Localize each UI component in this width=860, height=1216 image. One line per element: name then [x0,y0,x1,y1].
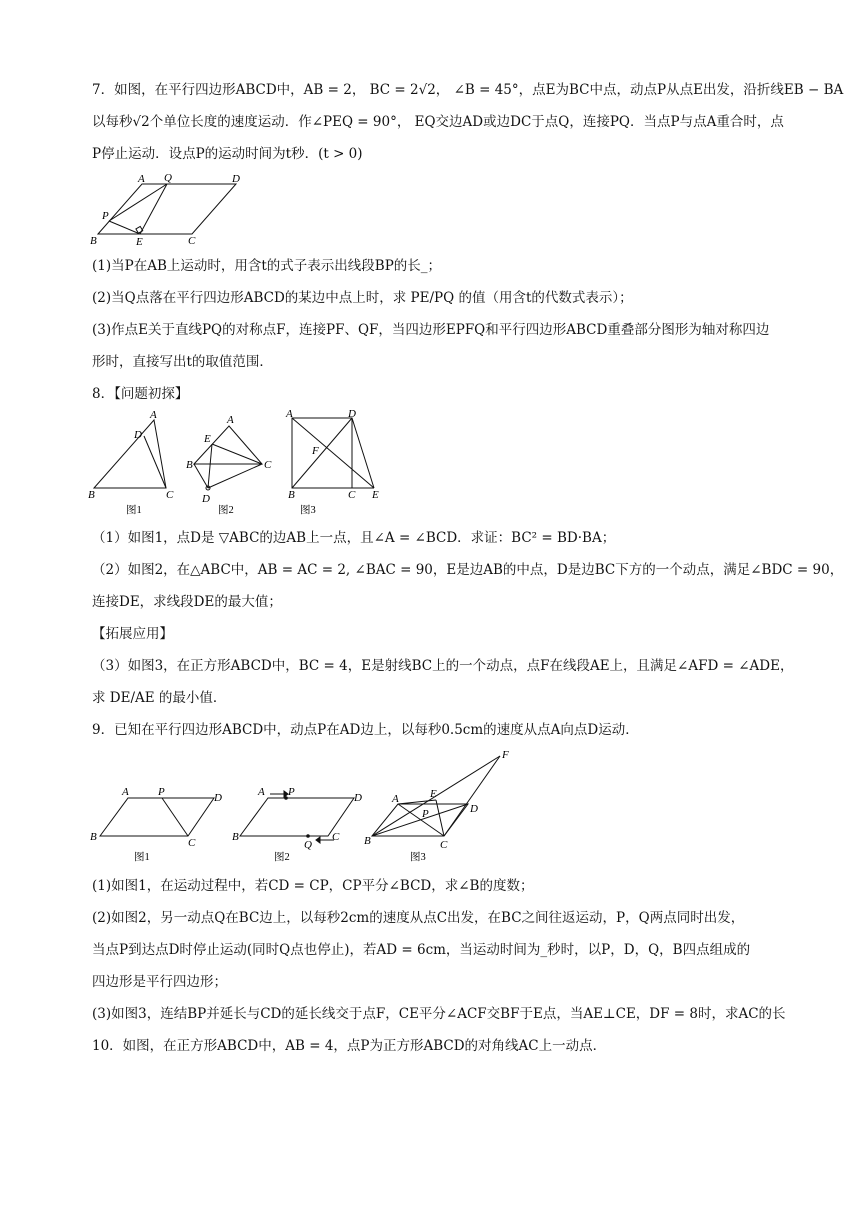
svg-text:B: B [90,235,97,247]
triangle-abc-fig2 [194,426,262,464]
svg-text:F: F [312,445,319,457]
q9-fig3-caption: 图3 [410,852,426,863]
arrow-q-head [316,837,320,843]
segment-pq [109,184,167,221]
svg-text:B: B [90,831,97,843]
segment-ae-fig3 [398,800,436,804]
point-q-fig2 [306,834,310,838]
segment-de-fig2 [208,444,212,488]
parallelogram-fig1 [100,798,214,836]
svg-text:Q: Q [304,839,312,851]
svg-text:A: A [286,408,293,420]
q7-line-2: 以每秒√2个单位长度的速度运动．作∠PEQ = 90°， EQ交边AD或边DC于点Q，连接PQ．当点P与点A重合时，点 [92,114,784,130]
q9-sub-2c: 四边形是平行四边形； [92,974,227,990]
q8-part-3b: 求 DE/AE 的最小值． [92,690,227,706]
svg-text:C: C [332,831,340,843]
q8-part-2a: （2）如图2，在△ABC中，AB = AC = 2, ∠BAC = 90，E是边AB的中点，D是边BC下方的一个动点，满足∠BDC = 90， [92,562,844,578]
segment-ae-fig3 [292,418,374,488]
svg-text:E: E [204,433,211,445]
svg-text:D: D [202,493,210,505]
q9-figures [88,748,528,864]
svg-text:A: A [122,786,129,798]
svg-text:A: A [392,793,399,805]
segment-cf-fig3 [444,756,500,836]
q8-title: 8．【问题初探】 [92,386,189,402]
segment-eq [140,184,167,234]
q7-sub-2: (2)当Q点落在平行四边形ABCD的某边中点上时，求 PE/PQ 的值（用含t的代数式表示）； [92,290,633,306]
svg-text:P: P [422,808,429,820]
svg-text:A: A [227,414,234,426]
svg-text:C: C [348,489,356,501]
parallelogram-abcd [98,184,236,234]
q7-sub-3b: 形时，直接写出t的取值范围． [92,354,273,370]
q8-extension: 【拓展应用】 [92,626,173,642]
q7-sub-1: (1)当P在AB上运动时，用含t的式子表示出线段BP的长_； [92,258,442,274]
q7-figure [88,170,258,250]
q7-sub-3a: (3)作点E关于直线PQ的对称点F，连接PF、QF，当四边形EPFQ和平行四边形ABCD重叠部分图形为轴对称四边 [92,322,770,338]
segment-bd-fig3 [292,418,352,488]
svg-text:D: D [214,792,222,804]
q9-sub-1: (1)如图1，在运动过程中，若CD = CP，CP平分∠BCD，求∠B的度数； [92,878,534,894]
q8-figures [86,406,396,518]
segment-cp-fig1 [162,798,188,836]
q7-line-3: P停止运动．设点P的运动时间为t秒．(t > 0) [92,146,363,162]
svg-text:F: F [502,749,509,761]
svg-text:E: E [372,489,379,501]
svg-text:C: C [188,837,196,849]
fig2-caption: 图2 [218,505,234,516]
svg-text:B: B [88,489,95,501]
fig3-caption: 图3 [300,505,316,516]
svg-text:P: P [158,786,165,798]
svg-text:A: A [258,786,265,798]
q8-part-1: （1）如图1，点D是 ▽ABC的边AB上一点，且∠A = ∠BCD．求证：BC² = BD·BA； [92,530,616,546]
q8-part-2b: 连接DE，求线段DE的最大值； [92,594,282,610]
q9-sub-2b: 当点P到达点D时停止运动(同时Q点也停止)，若AD = 6cm，当运动时间为_秒时，以P，D，Q，B四点组成的 [92,942,751,958]
q8-part-3a: （3）如图3，在正方形ABCD中，BC = 4，E是射线BC上的一个动点，点F在线段AE上，且满足∠AFD = ∠ADE， [92,658,794,674]
fig1-caption: 图1 [126,505,142,516]
svg-text:B: B [232,831,239,843]
svg-text:A: A [138,173,145,185]
q7-line-1: 7．如图，在平行四边形ABCD中，AB = 2， BC = 2√2， ∠B = 45°，点E为BC中点，动点P从点E出发，沿折线EB − BA [92,82,844,98]
svg-text:C: C [166,489,174,501]
svg-text:C: C [264,459,272,471]
segment-ec-fig2 [212,444,262,464]
q9-fig2-caption: 图2 [274,852,290,863]
svg-text:Q: Q [164,172,172,184]
q9-line-1: 9．已知在平行四边形ABCD中，动点P在AD边上，以每秒0.5cm的速度从点A向点D运动． [92,722,639,738]
segment-ce-fig3 [436,800,444,836]
svg-text:D: D [354,792,362,804]
segment-de-fig3 [352,418,374,488]
svg-text:D: D [232,173,240,185]
svg-text:C: C [188,235,196,247]
q9-sub-3: (3)如图3，连结BP并延长与CD的延长线交于点F，CE平分∠ACF交BF于E点，当AE⊥CE，DF = 8时，求AC的长 [92,1006,786,1022]
q9-sub-2a: (2)如图2，另一动点Q在BC边上，以每秒2cm的速度从点C出发，在BC之间往返运动，P，Q两点同时出发， [92,910,745,926]
segment-dc-fig2 [208,464,262,488]
svg-text:B: B [186,459,193,471]
svg-text:E: E [136,236,143,248]
svg-text:P: P [102,210,109,222]
segment-pe [109,221,140,234]
svg-text:D: D [470,803,478,815]
svg-text:C: C [440,839,448,851]
segment-bd-fig2 [194,464,208,488]
svg-text:B: B [364,835,371,847]
q9-fig1-caption: 图1 [134,852,150,863]
svg-text:A: A [150,409,157,421]
svg-text:P: P [288,786,295,798]
svg-text:B: B [288,489,295,501]
q10-line-1: 10．如图，在正方形ABCD中，AB = 4，点P为正方形ABCD的对角线AC上一动点． [92,1038,607,1054]
segment-cd-fig1 [144,436,166,488]
svg-text:D: D [348,408,356,420]
svg-text:E: E [430,788,437,800]
triangle-abc-fig1 [94,420,166,488]
segment-bd-fig3 [372,804,468,836]
svg-text:D: D [134,429,142,441]
